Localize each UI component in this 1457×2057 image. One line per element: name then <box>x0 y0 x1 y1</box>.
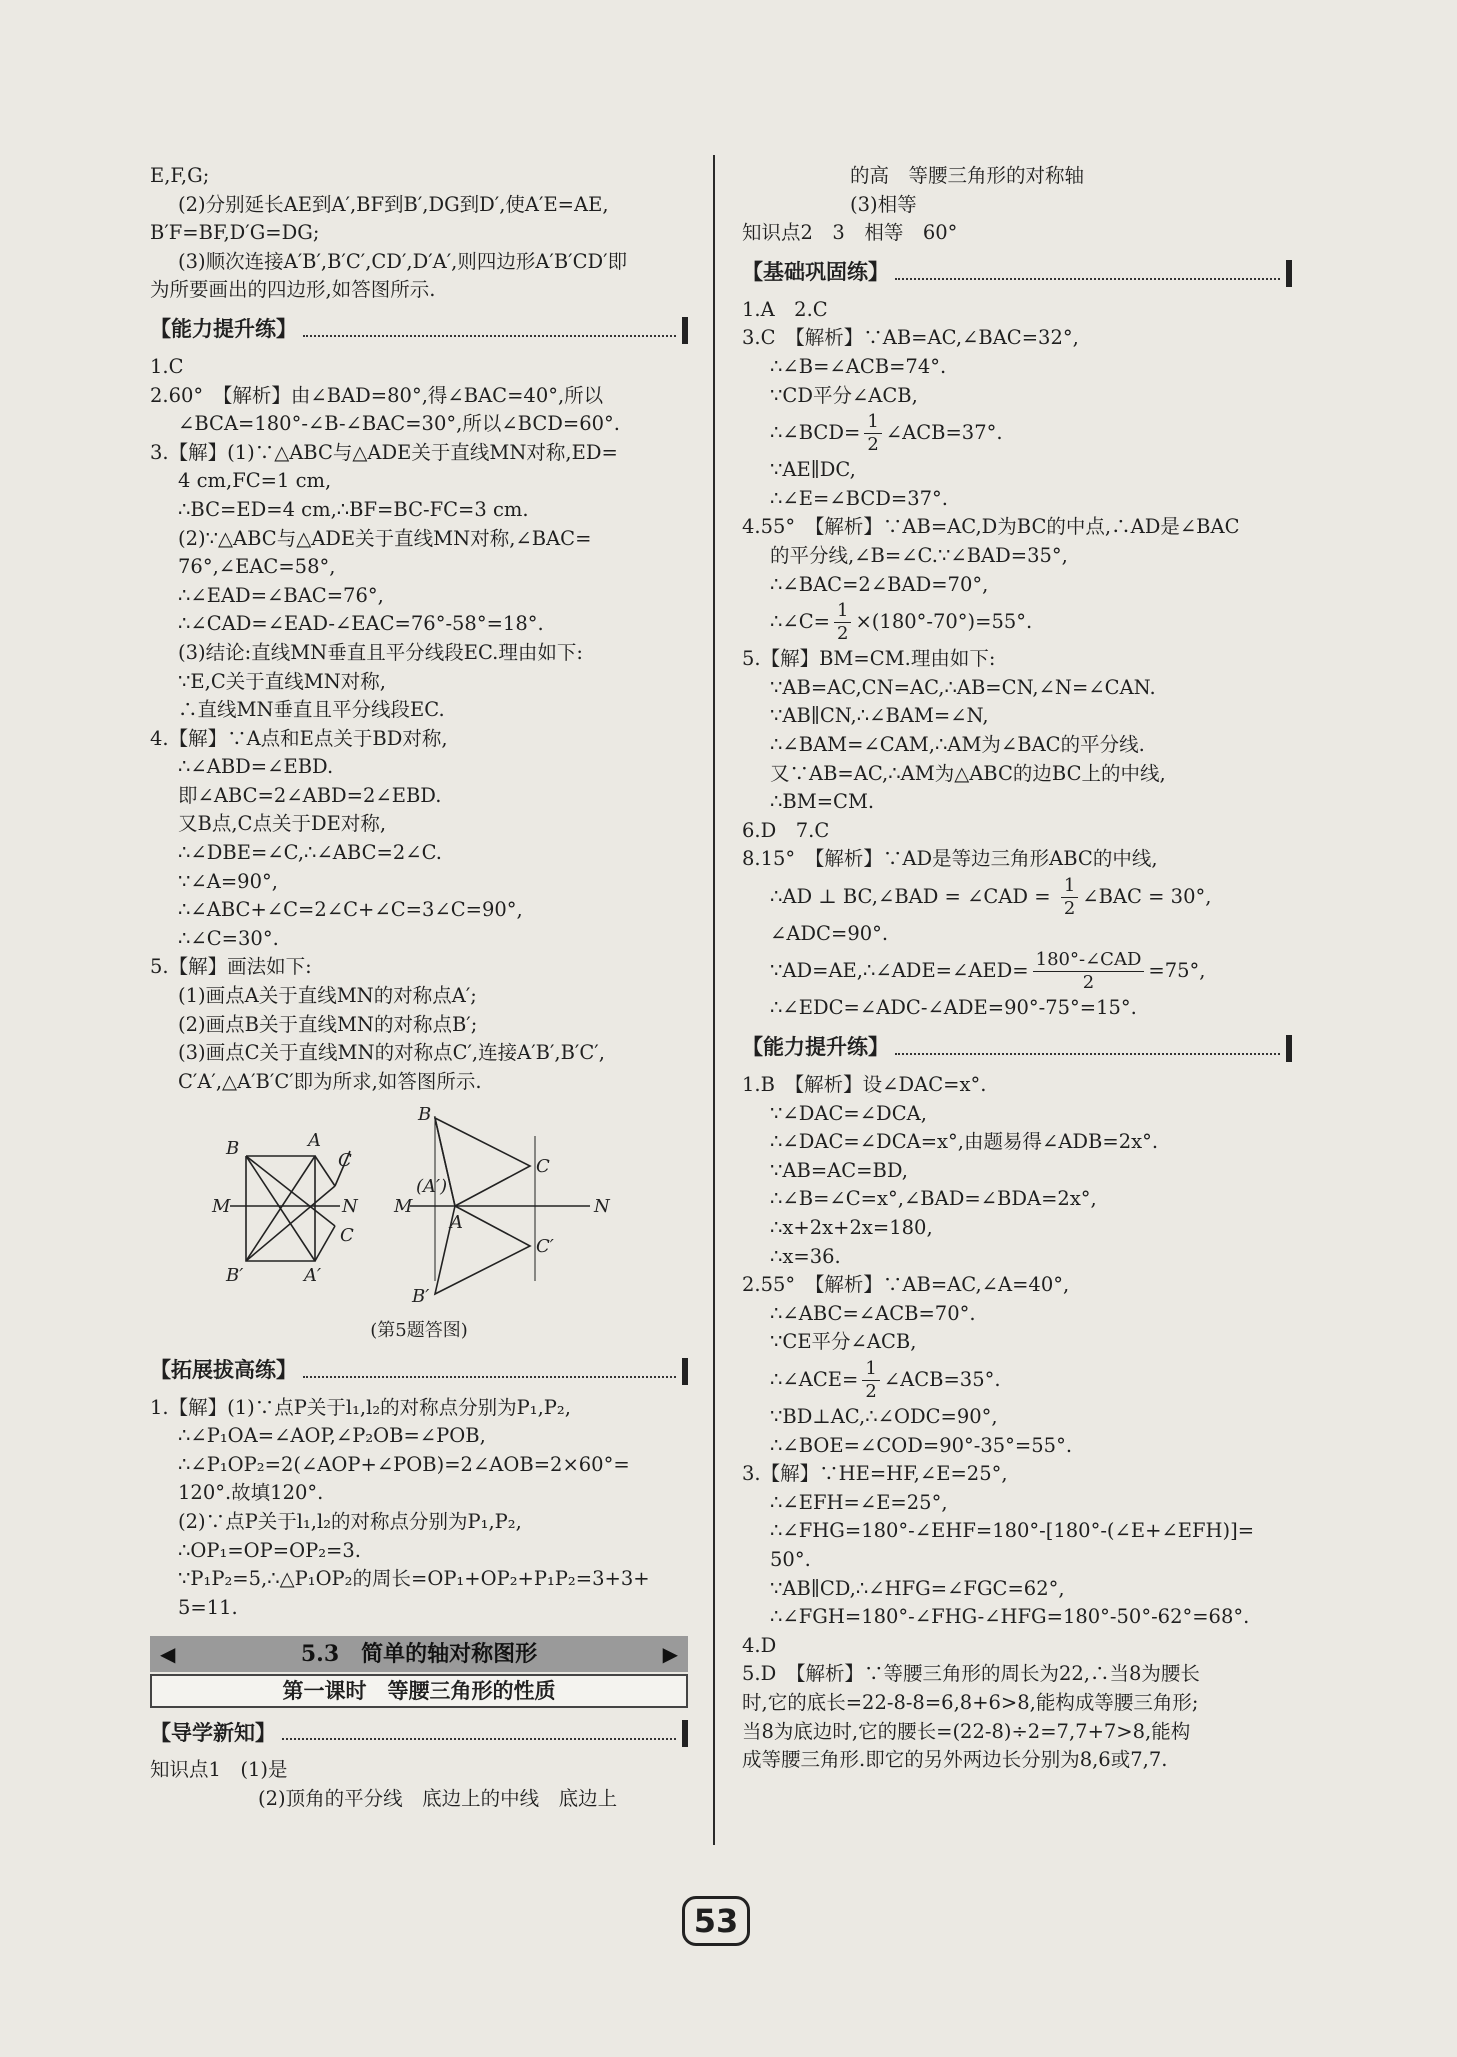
numerator: 180°-∠CAD <box>1033 949 1145 972</box>
answer-line: ∴∠FHG=180°-∠EHF=180°-[180°-(∠E+∠EFH)]= <box>770 1519 1255 1543</box>
answer-line: 的平分线,∠B=∠C.∵∠BAD=35°, <box>770 543 1068 567</box>
fraction <box>1033 949 1145 994</box>
chapter-banner <box>150 1636 688 1672</box>
fraction <box>862 1358 879 1403</box>
section-heading-ability-left <box>150 312 688 344</box>
section-heading-extension <box>150 1353 688 1385</box>
label-N: N <box>594 1196 610 1218</box>
knowledge-line: 的高 等腰三角形的对称轴 <box>850 164 1085 187</box>
denominator: 2 <box>1063 897 1076 919</box>
heading-bar <box>682 1358 688 1385</box>
answer-line: 3.【解】∵HE=HF,∠E=25°, <box>742 1462 1008 1486</box>
dotted-leader <box>282 1738 676 1740</box>
answer-line: (2)∵点P关于l₁,l₂的对称点分别为P₁,P₂, <box>178 1509 522 1533</box>
answer-line: ∵AB∥CD,∴∠HFG=∠FGC=62°, <box>770 1576 1065 1600</box>
answer-line: 为所要画出的四边形,如答图所示. <box>150 278 436 302</box>
fig1-line <box>315 1156 335 1186</box>
answer-line: ∴OP₁=OP=OP₂=3. <box>178 1538 361 1562</box>
right-arrow-icon: ▶ <box>662 1642 678 1667</box>
answer-line: ∴直线MN垂直且平分线段EC. <box>178 698 445 722</box>
right-column <box>742 162 1292 1775</box>
answer-line: ∵CE平分∠ACB, <box>770 1330 917 1354</box>
frac-pre: ∴∠C= <box>770 610 831 634</box>
frac-post: ∠ACB=35°. <box>883 1368 1001 1391</box>
answer-line: 4.D <box>742 1633 777 1657</box>
figure-caption: (第5题答图) <box>370 1320 468 1341</box>
numerator: 1 <box>864 411 881 434</box>
answer-line: ∵CD平分∠ACB, <box>770 383 918 407</box>
left-intro <box>150 162 688 305</box>
answer-line: ∵E,C关于直线MN对称, <box>178 669 386 693</box>
answer-line: (3)顺次连接A′B′,B′C′,CD′,D′A′,则四边形A′B′CD′即 <box>178 249 628 273</box>
answer-line: 76°,∠EAC=58°, <box>178 555 336 579</box>
answer-line: ∵AE∥DC, <box>770 458 856 482</box>
dotted-leader <box>303 1376 676 1378</box>
answer-line: 3.【解】(1)∵△ABC与△ADE关于直线MN对称,ED= <box>150 440 618 464</box>
answer-line: 1.B 【解析】设∠DAC=x°. <box>742 1073 987 1097</box>
answer-line: ∵AB=AC=BD, <box>770 1158 908 1182</box>
answer-line: 4.55° 【解析】∵AB=AC,D为BC的中点,∴AD是∠BAC <box>742 515 1240 539</box>
answer-line: 8.15° 【解析】∵AD是等边三角形ABC的中线, <box>742 847 1158 871</box>
fraction-line <box>742 410 1292 456</box>
denominator: 2 <box>1082 972 1095 994</box>
frac-post: =75°, <box>1148 959 1206 983</box>
knowledge-point: 知识点1 (1)是 <box>150 1758 288 1782</box>
denominator: 2 <box>837 623 849 645</box>
frac-post: ∠BAC = 30°, <box>1082 884 1212 908</box>
section-heading-guide <box>150 1715 688 1747</box>
answer-line: ∴x=36. <box>770 1244 841 1268</box>
label-N: N <box>342 1196 358 1218</box>
answer-line: 120°.故填120°. <box>178 1481 324 1505</box>
answer-line: ∴∠P₁OA=∠AOP,∠P₂OB=∠POB, <box>178 1424 486 1448</box>
numerator: 1 <box>834 600 851 623</box>
fig1-line <box>315 1226 335 1261</box>
section-title: 【基础巩固练】 <box>742 260 889 285</box>
denominator: 2 <box>867 434 879 456</box>
answer-line: 5.【解】BM=CM.理由如下: <box>742 647 996 671</box>
answer-line: ∴∠EDC=∠ADC-∠ADE=90°-75°=15°. <box>770 996 1137 1020</box>
knowledge-line: 知识点2 3 相等 60° <box>742 221 958 245</box>
answer-line: ∴∠CAD=∠EAD-∠EAC=76°-58°=18°. <box>178 612 544 636</box>
answer-line: ∵BD⊥AC,∴∠ODC=90°, <box>770 1405 998 1428</box>
answer-line: 50°. <box>770 1547 811 1571</box>
label-B: B <box>418 1106 432 1126</box>
label-M: M <box>212 1196 231 1218</box>
answer-line: 1.C <box>150 354 184 378</box>
label-C-prime: C′ <box>536 1236 554 1258</box>
answer-line: ∴BC=ED=4 cm,∴BF=BC-FC=3 cm. <box>178 497 529 521</box>
answer-line: ∴∠C=30°. <box>178 926 279 950</box>
answer-line: 2.55° 【解析】∵AB=AC,∠A=40°, <box>742 1273 1070 1297</box>
label-M: M <box>394 1196 413 1218</box>
answer-line: ∴∠EAD=∠BAC=76°, <box>178 583 384 607</box>
answer-line: ∴∠P₁OP₂=2(∠AOP+∠POB)=2∠AOB=2×60°= <box>178 1452 630 1476</box>
answer-line: 时,它的底长=22-8-8=6,8+6>8,能构成等腰三角形; <box>742 1690 1199 1714</box>
frac-pre: ∴AD ⊥ BC,∠BAD = ∠CAD = <box>770 884 1057 908</box>
answer-line: 又B点,C点关于DE对称, <box>178 812 387 836</box>
label-B-prime: B′ <box>412 1286 430 1307</box>
answer-line: E,F,G; <box>150 164 210 187</box>
answer-line: 又∵AB=AC,∴AM为△ABC的边BC上的中线, <box>770 761 1166 785</box>
answer-line: 6.D 7.C <box>742 818 830 842</box>
answer-line: (3)结论:直线MN垂直且平分线段EC.理由如下: <box>178 640 583 664</box>
triangle-abc <box>435 1118 530 1206</box>
answer-line: 成等腰三角形.即它的另外两边长分别为8,6或7,7. <box>742 1748 1168 1772</box>
section-title: 【能力提升练】 <box>150 317 297 342</box>
answer-line: ∴∠B=∠C=x°,∠BAD=∠BDA=2x°, <box>770 1187 1097 1211</box>
fraction-line <box>742 874 1292 920</box>
label-C: C <box>340 1225 354 1247</box>
answer-line: ∴∠ABC=∠ACB=70°. <box>770 1301 976 1325</box>
frac-post: ×(180°-70°)=55°. <box>855 610 1033 634</box>
banner-title: 5.3 简单的轴对称图形 <box>300 1641 538 1668</box>
section-title: 【能力提升练】 <box>742 1035 889 1060</box>
label-C: C <box>338 1150 352 1172</box>
dotted-leader <box>895 278 1280 280</box>
answer-line: (2)∵△ABC与△ADE关于直线MN对称,∠BAC= <box>178 526 592 550</box>
answer-line: (2)分别延长AE到A′,BF到B′,DG到D′,使A′E=AE, <box>178 192 609 216</box>
label-B: B <box>226 1138 240 1160</box>
heading-bar <box>682 317 688 344</box>
label-A: A <box>308 1130 321 1152</box>
extension-answers <box>150 1394 688 1623</box>
heading-bar <box>1286 1035 1292 1062</box>
dotted-leader <box>303 335 676 337</box>
answer-line: 5.D 【解析】∵等腰三角形的周长为22,∴当8为腰长 <box>742 1662 1200 1686</box>
left-arrow-icon: ◀ <box>160 1642 176 1667</box>
answer-line: ∴∠B=∠ACB=74°. <box>770 354 947 378</box>
fraction-line <box>742 1357 1292 1403</box>
answer-line: ∠ADC=90°. <box>770 921 889 945</box>
answer-line: ∵AB∥CN,∴∠BAM=∠N, <box>770 704 989 728</box>
frac-pre: ∵AD=AE,∴∠ADE=∠AED= <box>770 959 1029 983</box>
ability-answers-left <box>150 353 688 1096</box>
answer-line: 1.【解】(1)∵点P关于l₁,l₂的对称点分别为P₁,P₂, <box>150 1395 571 1419</box>
section-title: 【导学新知】 <box>150 1720 276 1745</box>
answer-line: ∠BCA=180°-∠B-∠BAC=30°,所以∠BCD=60°. <box>178 412 621 436</box>
answer-line: 3.C 【解析】∵AB=AC,∠BAC=32°, <box>742 326 1079 350</box>
denominator: 2 <box>865 1381 877 1402</box>
answer-line: (1)画点A关于直线MN的对称点A′; <box>178 984 477 1008</box>
dotted-leader <box>895 1053 1280 1055</box>
answer-line: ∵P₁P₂=5,∴△P₁OP₂的周长=OP₁+OP₂+P₁P₂=3+3+ <box>178 1567 650 1591</box>
answer-line: ∴∠EFH=∠E=25°, <box>770 1490 948 1514</box>
answer-line: 当8为底边时,它的腰长=(22-8)÷2=7,7+7>8,能构 <box>742 1719 1191 1743</box>
answer-line: 1.A 2.C <box>742 297 828 321</box>
label-C: C <box>536 1156 550 1178</box>
answer-line: ∴∠E=∠BCD=37°. <box>770 486 949 510</box>
page-number: 53 <box>682 1896 750 1946</box>
answer-line: 4 cm,FC=1 cm, <box>178 469 332 493</box>
heading-bar <box>682 1720 688 1747</box>
section-heading-ability-right <box>742 1030 1292 1062</box>
fraction-line <box>742 948 1292 994</box>
section-heading-basic <box>742 255 1292 287</box>
answer-line: ∴∠BAM=∠CAM,∴AM为∠BAC的平分线. <box>770 732 1145 756</box>
label-A-prime: (A′) <box>416 1176 448 1198</box>
answer-line: B′F=BF,D′G=DG; <box>150 221 320 245</box>
fraction <box>1061 875 1078 920</box>
answer-line: ∴∠BAC=2∠BAD=70°, <box>770 572 989 596</box>
section-title: 【拓展拔高练】 <box>150 1358 297 1382</box>
answer-line: 4.【解】∵A点和E点关于BD对称, <box>150 726 448 750</box>
column-divider <box>713 155 715 1845</box>
label-A: A <box>450 1212 463 1234</box>
answer-line: ∴BM=CM. <box>770 790 875 814</box>
answer-line: C′A′,△A′B′C′即为所求,如答图所示. <box>178 1069 482 1093</box>
label-B-prime: B′ <box>226 1265 244 1287</box>
answer-line: ∴∠ABD=∠EBD. <box>178 755 334 779</box>
answer-line: (3)画点C关于直线MN的对称点C′,连接A′B′,B′C′, <box>178 1041 605 1065</box>
answer-line: 即∠ABC=2∠ABD=2∠EBD. <box>178 783 442 807</box>
frac-pre: ∴∠BCD= <box>770 421 861 445</box>
left-column <box>150 162 688 1814</box>
answer-line: ∵AB=AC,CN=AC,∴AB=CN,∠N=∠CAN. <box>770 675 1156 699</box>
answer-figure-5 <box>190 1106 688 1315</box>
fraction-line <box>742 599 1292 645</box>
lesson-title: 第一课时 等腰三角形的性质 <box>150 1674 688 1708</box>
numerator: 1 <box>1061 875 1078 898</box>
symmetry-diagram <box>190 1106 620 1306</box>
heading-bar <box>1286 260 1292 287</box>
answer-line: 5.【解】画法如下: <box>150 955 312 979</box>
label-A-prime: A′ <box>304 1265 322 1287</box>
answer-line: ∴∠DAC=∠DCA=x°,由题易得∠ADB=2x°. <box>770 1130 1159 1154</box>
fraction <box>834 600 851 645</box>
frac-pre: ∴∠ACE= <box>770 1368 859 1391</box>
answer-line: (2)画点B关于直线MN的对称点B′; <box>178 1012 478 1036</box>
answer-line: ∵∠DAC=∠DCA, <box>770 1101 927 1125</box>
answer-line: 5=11. <box>178 1595 238 1619</box>
answer-line: ∵∠A=90°, <box>178 869 278 893</box>
answer-line: 2.60° 【解析】由∠BAD=80°,得∠BAC=40°,所以 <box>150 383 604 407</box>
answer-line: ∴∠ABC+∠C=2∠C+∠C=3∠C=90°, <box>178 898 523 922</box>
answer-line: ∴∠FGH=180°-∠FHG-∠HFG=180°-50°-62°=68°. <box>770 1605 1250 1629</box>
numerator: 1 <box>862 1358 879 1381</box>
answer-line: ∴x+2x+2x=180, <box>770 1216 933 1240</box>
knowledge-line: (3)相等 <box>850 192 917 216</box>
fraction <box>864 411 881 456</box>
frac-post: ∠ACB=37°. <box>885 421 1003 445</box>
knowledge-point: (2)顶角的平分线 底边上的中线 底边上 <box>258 1786 618 1810</box>
answer-line: ∴∠DBE=∠C,∴∠ABC=2∠C. <box>178 841 442 865</box>
answer-line: ∴∠BOE=∠COD=90°-35°=55°. <box>770 1433 1073 1457</box>
